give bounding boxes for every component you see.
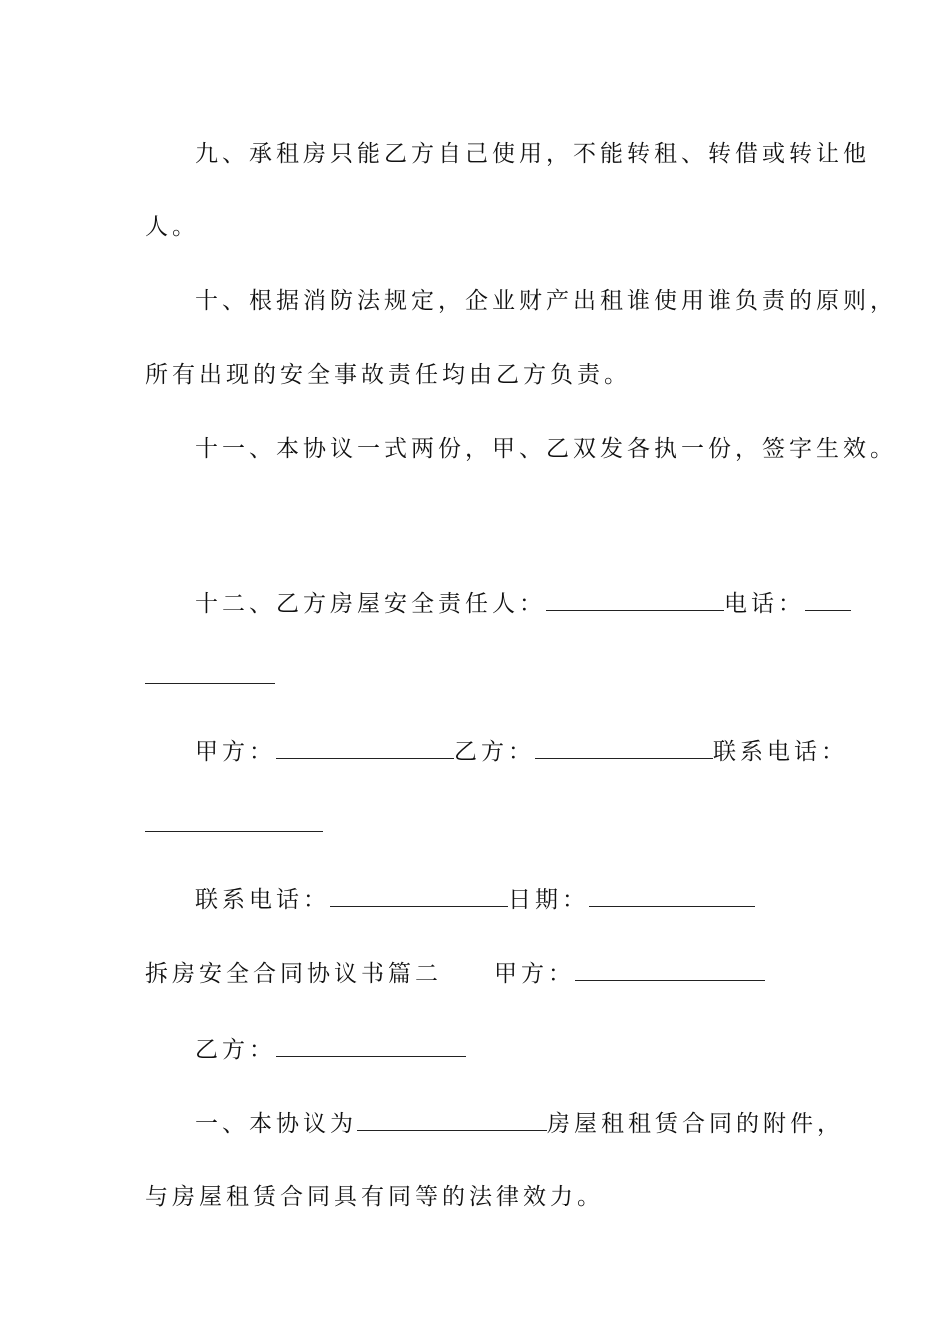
contact-date-line [195, 884, 755, 915]
contact-phone-blank-2[interactable] [330, 884, 508, 907]
clause-11: 十一、本协议一式两份，甲、乙双发各执一份，签字生效。 [195, 436, 897, 462]
section-2-clause-1-line-2: 与房屋租赁合同具有同等的法律效力。 [145, 1184, 604, 1210]
section-2-party-a-blank[interactable] [575, 958, 765, 981]
contact-phone-label: 联系电话： [713, 739, 848, 765]
section-2-clause-1-line-1 [195, 1108, 844, 1139]
section-2-party-b-line [195, 1034, 466, 1065]
clause-9-line-2: 人。 [145, 214, 199, 240]
clause-10-line-1: 十、根据消防法规定，企业财产出租谁使用谁负责的原则， [195, 288, 897, 314]
section-2-party-b-blank[interactable] [276, 1034, 466, 1057]
section-2-party-a-label: 甲方： [494, 961, 575, 987]
section-2-header-line [145, 958, 765, 989]
s2-clause-1-prefix: 一、本协议为 [195, 1111, 357, 1137]
s2-clause-1-suffix: 房屋租租赁合同的附件， [547, 1111, 844, 1137]
section-2-party-b-label: 乙方： [195, 1037, 276, 1063]
section-2-title: 拆房安全合同协议书篇二 [145, 961, 442, 987]
party-a-blank[interactable] [276, 736, 454, 759]
contact-phone-blank[interactable] [145, 831, 323, 832]
party-b-label: 乙方： [454, 739, 535, 765]
clause-10-line-2: 所有出现的安全事故责任均由乙方负责。 [145, 362, 631, 388]
date-label: 日期： [508, 887, 589, 913]
date-blank[interactable] [589, 884, 755, 907]
signature-line [195, 736, 848, 767]
party-a-label: 甲方： [195, 739, 276, 765]
safety-person-label: 十二、乙方房屋安全责任人： [195, 591, 546, 617]
clause-9-line-1: 九、承租房只能乙方自己使用，不能转租、转借或转让他 [195, 141, 870, 167]
safety-phone-blank[interactable] [805, 588, 851, 611]
safety-phone-label: 电话： [724, 591, 805, 617]
safety-phone-blank-continued[interactable] [145, 683, 275, 684]
clause-12-line [195, 588, 851, 619]
contact-phone-label-2: 联系电话： [195, 887, 330, 913]
s2-clause-1-blank[interactable] [357, 1108, 547, 1131]
safety-person-blank[interactable] [546, 588, 724, 611]
party-b-blank[interactable] [535, 736, 713, 759]
